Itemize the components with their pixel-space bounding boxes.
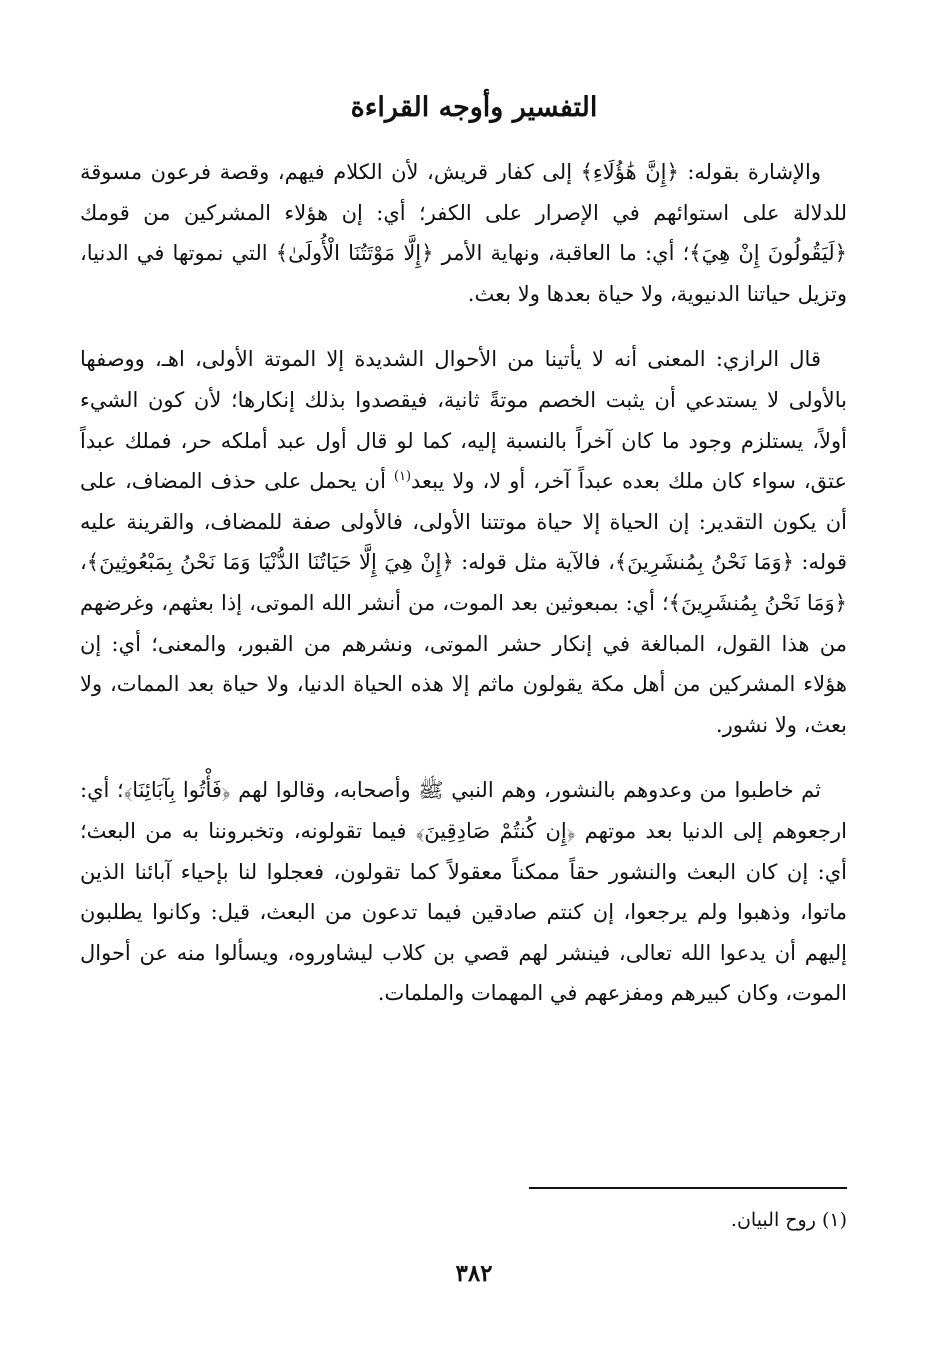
page-number: ٣٨٢	[455, 1260, 493, 1287]
paragraph-2-part-2: أن يحمل على حذف المضاف، على أن يكون التقدير: إن الحياة إلا حياة موتتنا الأولى، فالأولى صفة للمضاف، والقرينة عليه قوله: ﴿وَمَا نَحْنُ بِمُنشَرِينَ﴾، فالآية مثل قوله: ﴿إِنْ هِيَ إِلَّا حَيَاتُنَا الدُّنْيَا وَمَا نَحْنُ بِمَبْعُوثِينَ﴾، ﴿وَمَا نَحْنُ بِمُنشَرِينَ﴾؛ أي: بمبعوثين بعد الموت، من أنشر الله الموتى، إذا بعثهم، وغرضهم من هذا القول، المبالغة في إنكار حشر الموتى، ونشرهم من القبور، والمعنى؛ أي: إن هؤلاء المشركين من أهل مكة يقولون ماثم إلا هذه الحياة الدنيا، ولا حياة بعد الممات، ولا بعث، ولا نشور.	[80, 469, 847, 737]
footnote	[80, 1202, 847, 1238]
footnote-marker: (١)	[821, 1209, 847, 1231]
footnote-divider	[529, 1187, 847, 1189]
paragraph-3: ثم خاطبوا من وعدوهم بالنشور، وهم النبي ﷺ وأصحابه، وقالوا لهم ﴿فَأْتُوا بِآبَائِنَا﴾؛ أي: ارجعوهم إلى الدنيا بعد موتهم ﴿إِن كُنتُمْ صَادِقِينَ﴾ فيما تقولونه، وتخبروننا به من البعث؛ أي: إن كان البعث والنشور حقاً ممكناً معقولاً كما تقولون، فعجلوا لنا بإحياء آبائنا الذين ماتوا، وذهبوا ولم يرجعوا، إن كنتم صادقين فيما تدعون من البعث، قيل: وكانوا يطلبون إليهم أن يدعوا الله تعالى، فينشر لهم قصي بن كلاب ليشاوروه، ويسألوا منه عن أحوال الموت، وكان كبيرهم ومفزعهم في المهمات والملمات.	[80, 778, 847, 1006]
paragraph-2-part-1: قال الرازي: المعنى أنه لا يأتينا من الأحوال الشديدة إلا الموتة الأولى، اهـ، ووصفها بالأولى لا يستدعي أن يثبت الخصم موتةً ثانية، فيقصدوا بذلك إنكارها؛ لأن كون الشيء أولاً، يستلزم وجود ما كان آخراً بالنسبة إليه، كما لو قال أول عبد أملكه حر، فملك عبداً عتق، سواء كان ملك بعده عبداً آخر، أو لا، ولا يبعد	[80, 347, 847, 494]
paragraph-2	[80, 339, 847, 745]
paragraph-1: والإشارة بقوله: ﴿إِنَّ هَٰؤُلَاءِ﴾ إلى كفار قريش، لأن الكلام فيهم، وقصة فرعون مسوقة للدلالة على استوائهم في الإصرار على الكفر؛ أي: إن هؤلاء المشركين من قومك ﴿لَيَقُولُونَ إِنْ هِيَ﴾؛ أي: ما العاقبة، ونهاية الأمر ﴿إِلَّا مَوْتَتُنَا الْأُولَىٰ﴾ التي نموتها في الدنيا، وتزيل حياتنا الدنيوية، ولا حياة بعدها ولا بعث.	[80, 160, 847, 306]
footnote-reference: (١)	[393, 469, 412, 485]
page-header-title: التفسير وأوجه القراءة	[350, 92, 598, 123]
body-text	[80, 152, 847, 1014]
footnote-text: روح البيان.	[730, 1209, 816, 1231]
